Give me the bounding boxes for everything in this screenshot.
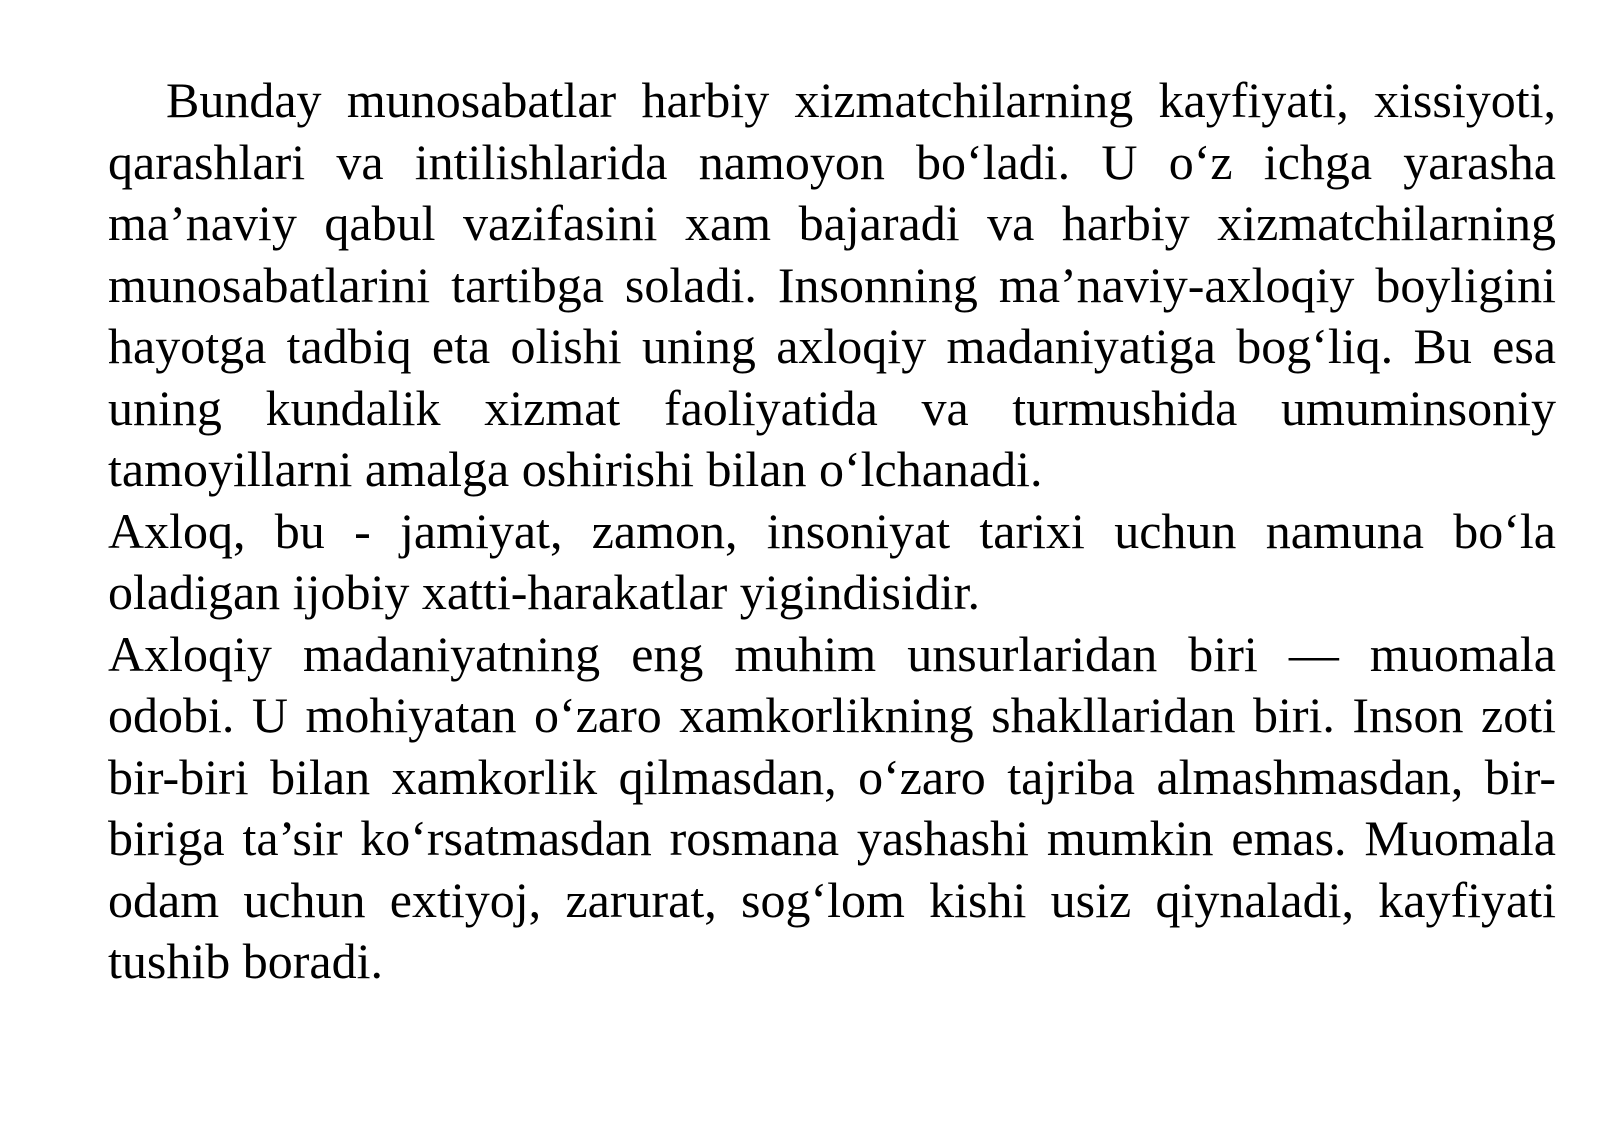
paragraph-communication-etiquette: Axloqiy madaniyatning eng muhim unsurlaridan biri — muomala odobi. U mohiyatan o‘zaro xamkorlikning shakllaridan biri. Inson zoti bir-biri bilan xamkorlik qilmasdan, o‘zaro tajriba almashmasdan, bir-biriga ta’sir ko‘rsatmasdan rosmana yashashi mumkin emas. Muomala odam uchun extiyoj, zarurat, sog‘lom kishi usiz qiynaladi, kayfiyati tushib boradi. [108, 625, 1556, 989]
document-page [108, 70, 1556, 993]
paragraph-military-relations: Bunday munosabatlar harbiy xizmatchilarning kayfiyati, xissiyoti, qarashlari va intilishlarida namoyon bo‘ladi. U o‘z ichga yarasha ma’naviy qabul vazifasini xam bajaradi va harbiy xizmatchilarning munosabatlarini tartibga soladi. Insonning ma’naviy-axloqiy boyligini hayotga tadbiq eta olishi uning axloqiy madaniyatiga bog‘liq. Bu esa uning kundalik xizmat faoliyatida va turmushida umuminsoniy tamoyillarni amalga oshirishi bilan o‘lchanadi. [108, 72, 1556, 497]
paragraph-ethics-definition: Axloq, bu - jamiyat, zamon, insoniyat tarixi uchun namuna bo‘la oladigan ijobiy xatti-harakatlar yigindisidir. [108, 502, 1556, 620]
